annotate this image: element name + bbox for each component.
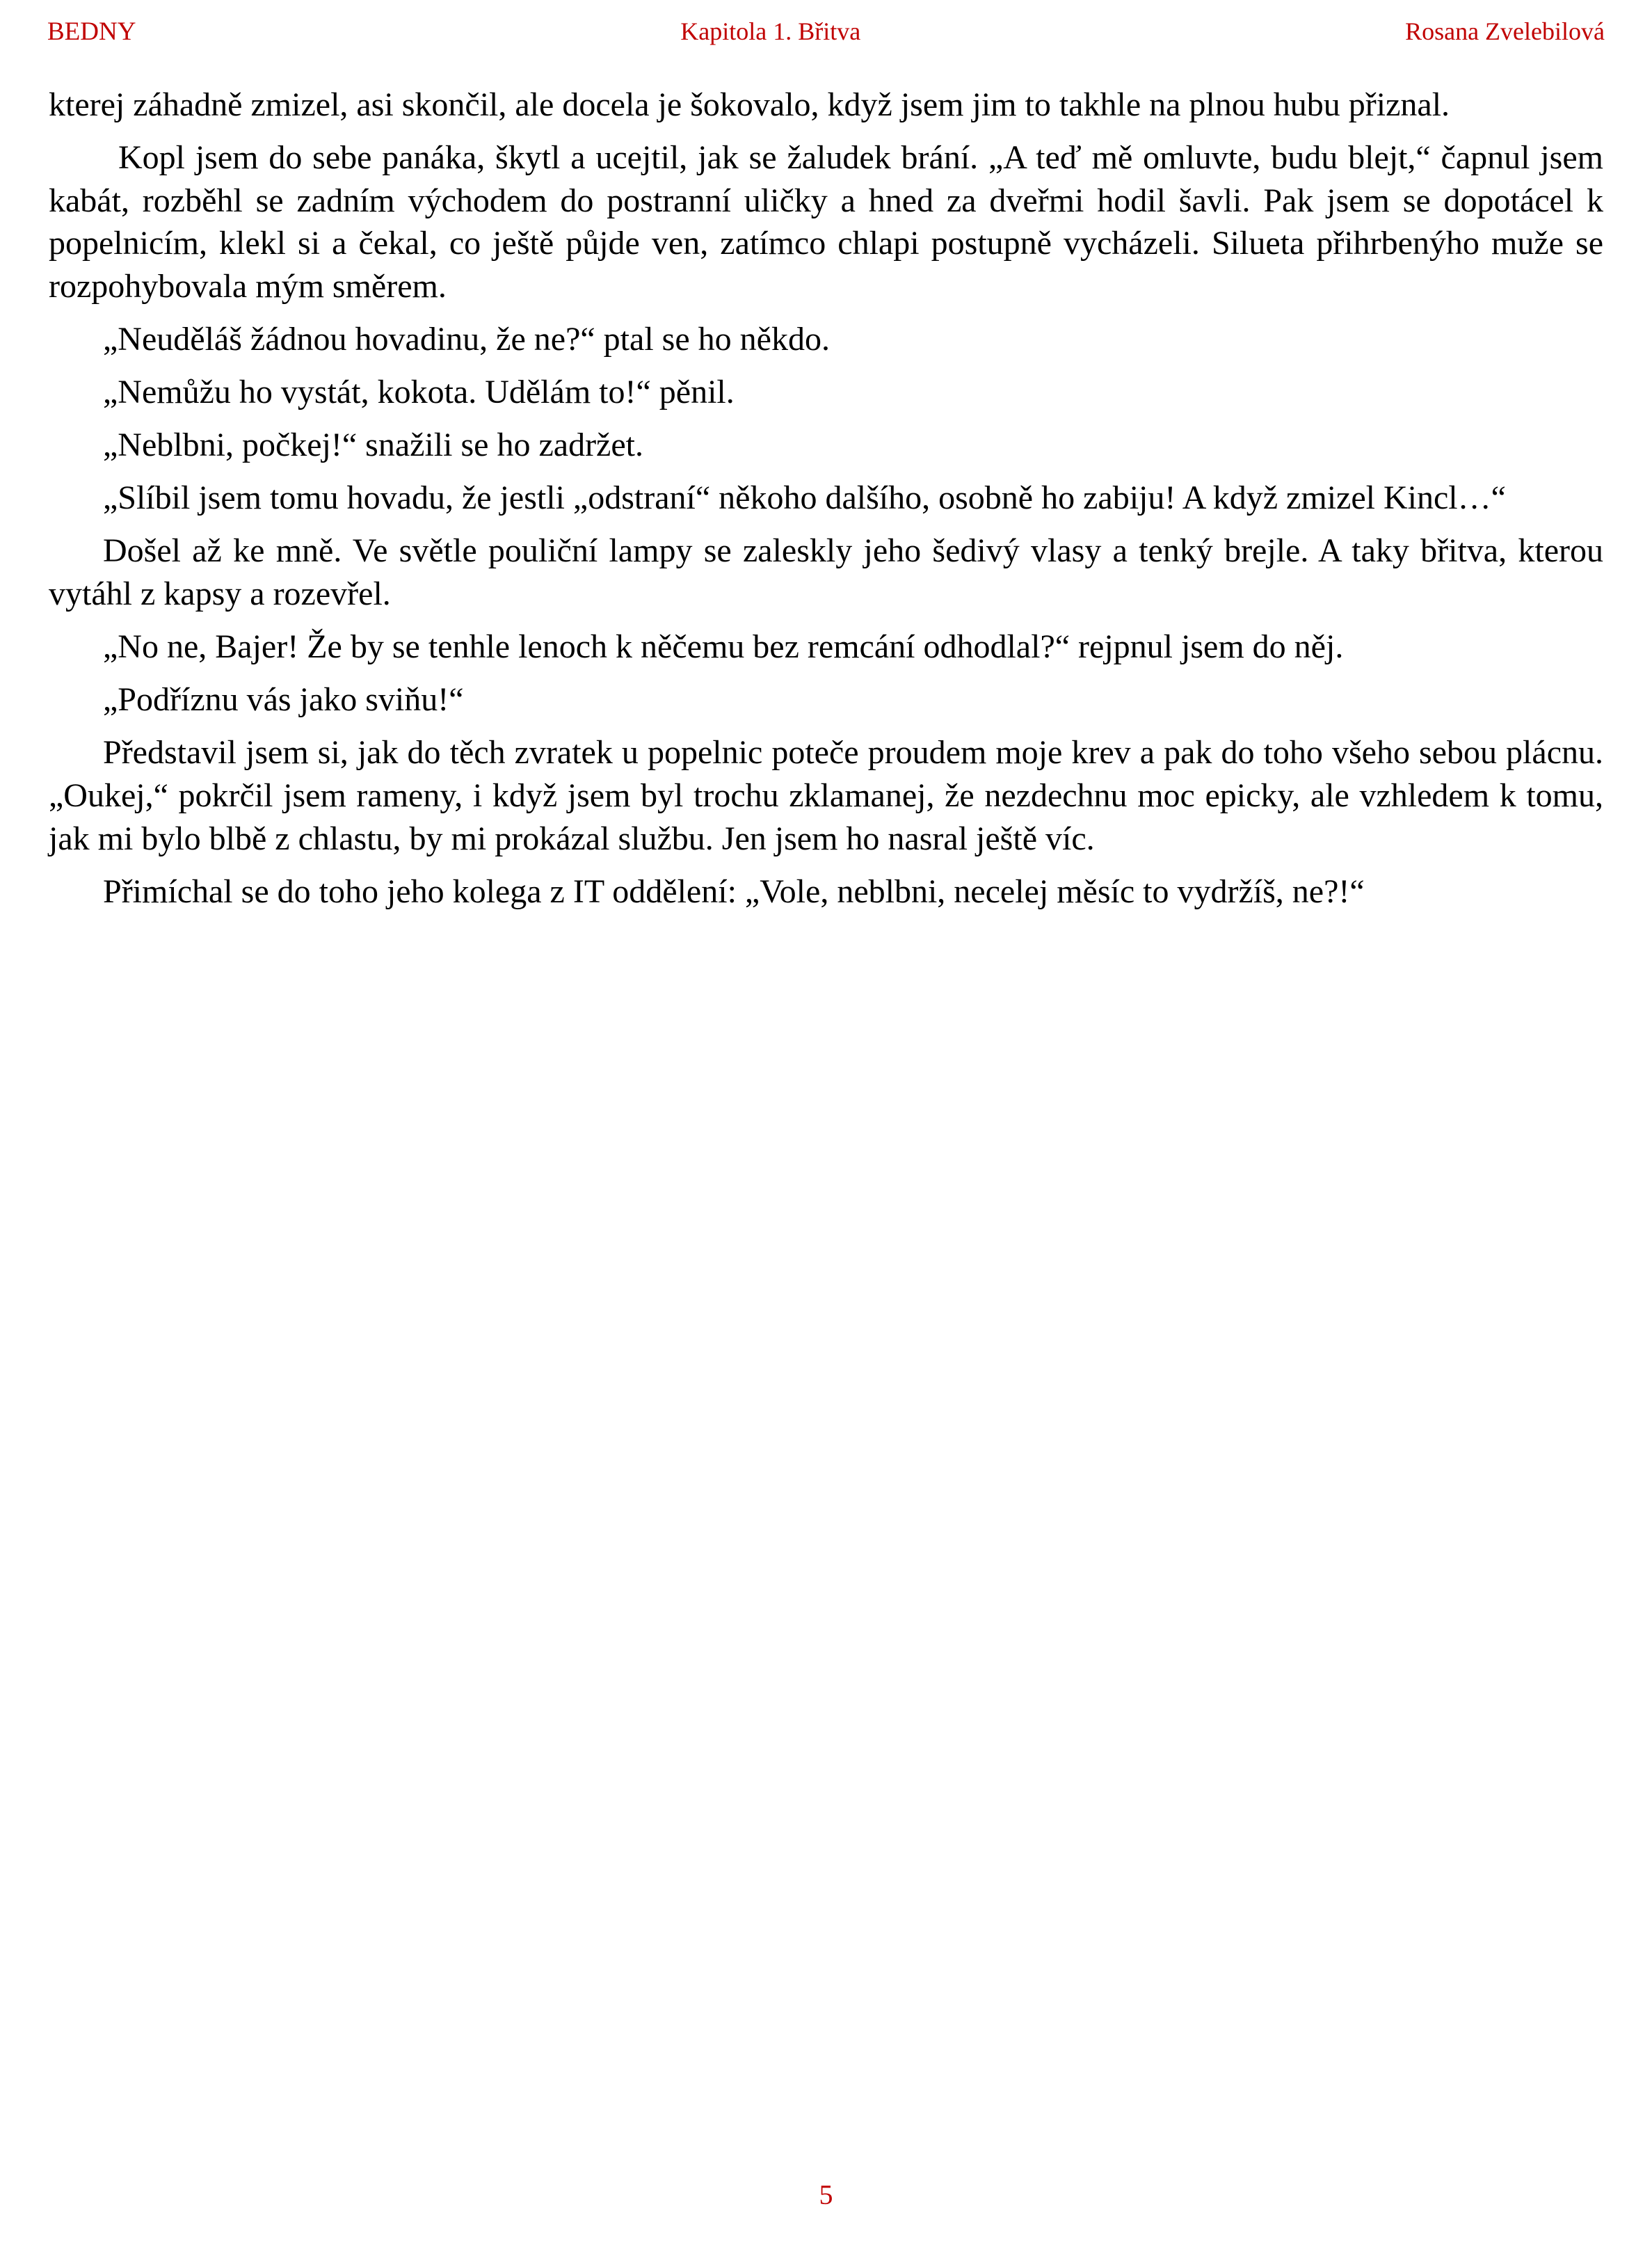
running-head-chapter-title: Kapitola 1. Břitva [680,17,861,45]
paragraph: „Slíbil jsem tomu hovadu, že jestli „odstraní“ někoho dalšího, osobně ho zabiju! A když zmizel Kincl…“ [103,479,1506,517]
running-head-author: Rosana Zvelebilová [1405,17,1605,45]
body-text [43,83,1609,913]
paragraph: Představil jsem si, jak do těch zvratek u popelnic poteče proudem moje krev a pak do toho všeho sebou plácnu. „Oukej,“ pokrčil jsem rameny, i když jsem byl trochu zklamanej, že nezdechnu moc epicky, ale vzhledem k tomu, jak mi bylo blbě z chlastu, by mi prokázal službu. Jen jsem ho nasral ještě víc. [49,734,1603,857]
paragraph: „Neuděláš žádnou hovadinu, že ne?“ ptal se ho někdo. [103,321,830,358]
paragraph: Přimíchal se do toho jeho kolega z IT oddělení: „Vole, neblbni, necelej měsíc to vydržíš, ne?!“ [103,872,1365,910]
paragraph: „Neblbni, počkej!“ snažili se ho zadržet. [103,426,643,464]
paragraph: „No ne, Bajer! Že by se tenhle lenoch k něčemu bez remcání odhodlal?“ rejpnul jsem do něj. [103,628,1344,666]
running-head-book-title: BEDNY [47,17,136,46]
paragraph: kterej záhadně zmizel, asi skončil, ale docela je šokovalo, když jsem jim to takhle na plnou hubu přiznal. [49,86,1450,123]
paragraph: Kopl jsem do sebe panáka, škytl a ucejtil, jak se žaludek brání. „A teď mě omluvte, budu blejt,“ čapnul jsem kabát, rozběhl se zadním východem do postranní uličky a hned za dveřmi hodil šavli. Pak jsem se dopotácel k popelnicím, klekl si a čekal, co ještě půjde ven, zatímco chlapi postupně vycházeli. Silueta přihrbenýho muže se rozpohybovala mým směrem. [49,139,1603,305]
paragraph: „Podříznu vás jako sviňu!“ [103,681,464,719]
paragraph: Došel až ke mně. Ve světle pouliční lampy se zaleskly jeho šedivý vlasy a tenký brejle. A taky břitva, kterou vytáhl z kapsy a rozevřel. [49,532,1603,613]
page-number: 5 [819,2179,833,2210]
running-head [43,18,1609,58]
paragraph: „Nemůžu ho vystát, kokota. Udělám to!“ pěnil. [103,374,735,411]
